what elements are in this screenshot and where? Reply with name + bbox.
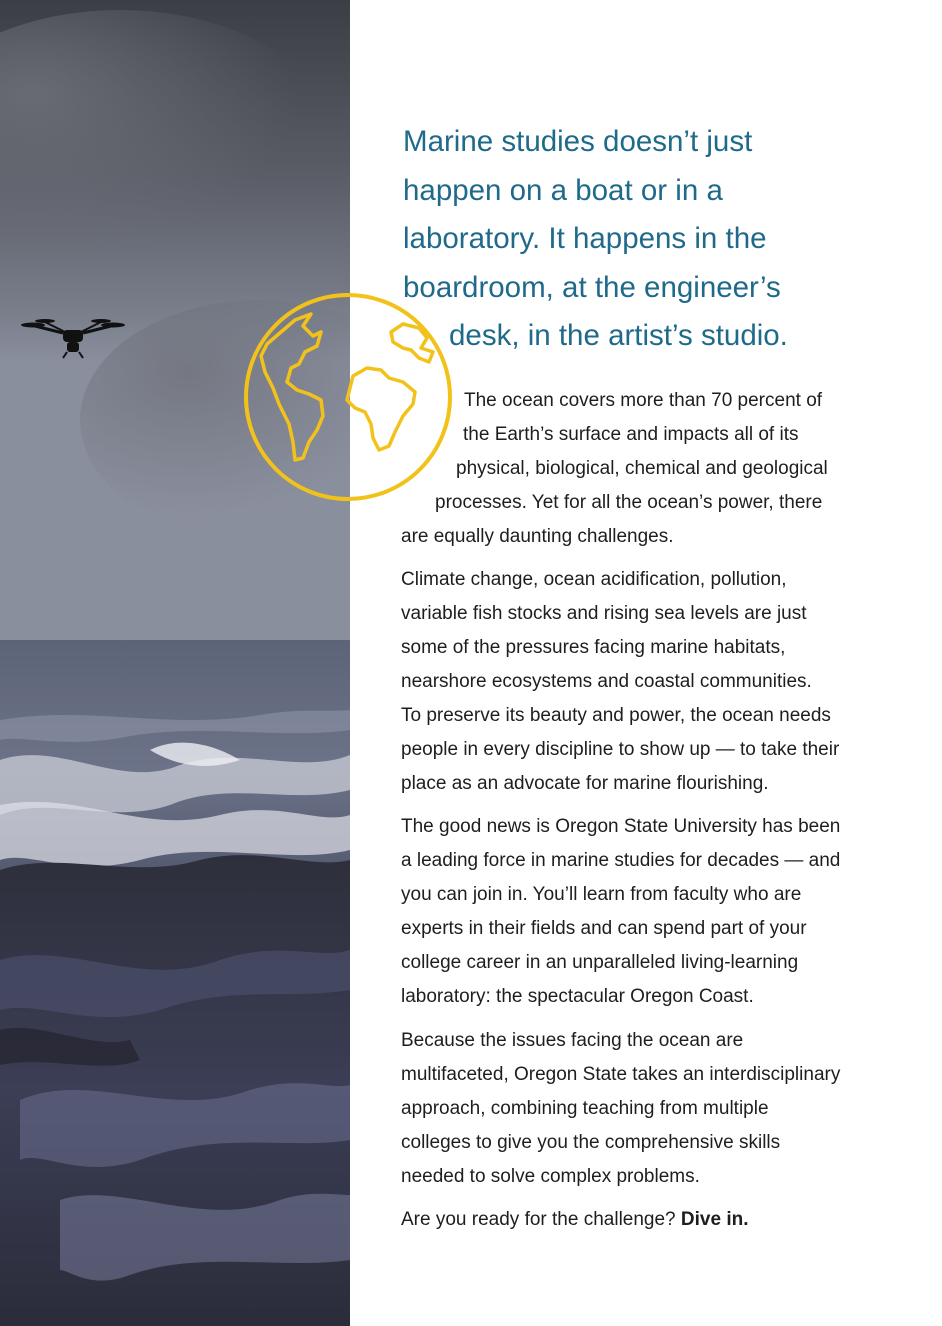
paragraph-line: processes. Yet for all the ocean’s power, there — [435, 492, 823, 513]
paragraph-line: Because the issues facing the ocean are — [401, 1030, 744, 1051]
intro-paragraph — [401, 384, 901, 554]
paragraph-line: place as an advocate for marine flourishing. — [401, 773, 769, 794]
paragraph-line: physical, biological, chemical and geological — [456, 458, 828, 479]
paragraph-line: The good news is Oregon State University has been — [401, 816, 841, 837]
dive-in-emphasis: Dive in. — [680, 1209, 749, 1230]
paragraph-line: approach, combining teaching from multiple — [401, 1098, 769, 1119]
paragraph-line: the Earth’s surface and impacts all of its — [463, 424, 799, 445]
paragraph-line: Climate change, ocean acidification, pollution, — [401, 569, 787, 590]
paragraph-line: nearshore ecosystems and coastal communities. — [401, 671, 812, 692]
headline-line: laboratory. It happens in the — [403, 222, 767, 255]
challenges-paragraph — [401, 563, 901, 801]
paragraph-line: variable fish stocks and rising sea levels are just — [401, 603, 807, 624]
osu-paragraph — [401, 810, 901, 1014]
ocean-scene — [0, 0, 350, 1326]
interdisciplinary-paragraph — [401, 1024, 901, 1194]
paragraph-line: To preserve its beauty and power, the ocean needs — [401, 705, 831, 726]
closing-line — [401, 1203, 901, 1237]
closing-question: Are you ready for the challenge? — [401, 1209, 681, 1230]
ocean-photo — [0, 0, 350, 1326]
closing-paragraph — [401, 1203, 901, 1237]
headline-line: boardroom, at the engineer’s — [403, 270, 781, 304]
paragraph-line: multifaceted, Oregon State takes an interdisciplinary — [401, 1064, 841, 1085]
paragraph-line: a leading force in marine studies for decades — and — [401, 850, 841, 871]
paragraph-line: some of the pressures facing marine habitats, — [401, 637, 786, 658]
paragraph-line: people in every discipline to show up — to take their — [401, 739, 840, 760]
paragraph-line: you can join in. You’ll learn from faculty who are — [401, 884, 802, 905]
paragraph-line: are equally daunting challenges. — [401, 526, 674, 547]
paragraph-line: college career in an unparalleled living-learning — [401, 952, 799, 973]
headline-line: Marine studies doesn’t just — [403, 125, 753, 158]
paragraph-line: laboratory: the spectacular Oregon Coast. — [401, 986, 754, 1007]
headline-line: desk, in the artist’s studio. — [449, 319, 788, 352]
headline-line: happen on a boat or in a — [403, 173, 723, 207]
paragraph-line: The ocean covers more than 70 percent of — [464, 390, 823, 411]
paragraph-line: colleges to give you the comprehensive skills — [401, 1132, 781, 1153]
paragraph-line: needed to solve complex problems. — [401, 1166, 700, 1187]
headline — [403, 118, 843, 361]
paragraph-line: experts in their fields and can spend part of your — [401, 918, 807, 939]
